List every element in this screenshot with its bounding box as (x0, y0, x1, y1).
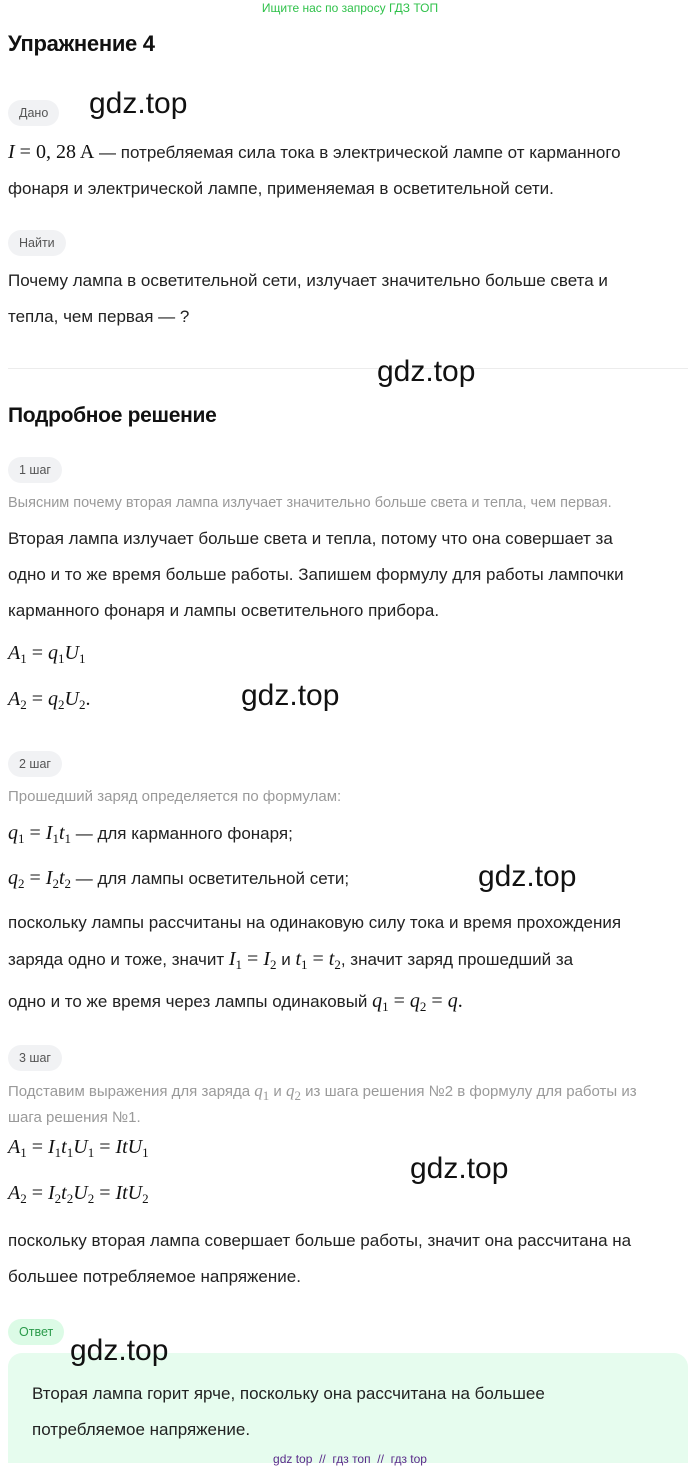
watermark: gdz.top (70, 1334, 169, 1367)
step-2-badge: 2 шаг (8, 751, 62, 777)
watermark: gdz.top (89, 87, 188, 120)
divider (8, 368, 688, 369)
answer-badge: Ответ (8, 1319, 64, 1345)
formula-a1-expanded: $A_1 = I_1t_1U_1 = ItU_1$ (8, 1136, 149, 1160)
step-2-formula-1: $q_1 = I_1t_1$ — для карманного фонаря; (8, 822, 293, 846)
watermark: gdz.top (410, 1152, 509, 1185)
footer-links: gdz top // гдз топ // гдз top (273, 1452, 427, 1466)
watermark: gdz.top (241, 679, 340, 712)
search-banner: Ищите нас по запросу ГДЗ ТОП (261, 1, 439, 15)
answer-text: Вторая лампа горит ярче, поскольку она рассчитана на большее потребляемое напряжение. (32, 1384, 545, 1439)
step-2-text: поскольку лампы рассчитаны на одинаковую силу тока и время прохождения заряда одно и тоже, значит $I_1 = I_2$ и $t_1 = t_2$, значит заряд прошедший за одно и то же время через лампы одинаковый $q_1 = q_2 = q$. (8, 913, 622, 1014)
step-1-badge: 1 шаг (8, 457, 62, 483)
page-title: Упражнение 4 (8, 31, 155, 56)
given-text: I = 0, 28 A — потребляемая сила тока в электрической лампе от карманного фонаря и электрической лампе, применяемая в осветительной сети. (8, 141, 621, 198)
given-badge: Дано (8, 100, 59, 126)
formula-a1: $A_1 = q_1U_1$ (8, 642, 86, 666)
step-1-text: Вторая лампа излучает больше света и тепла, потому что она совершает за одно и то же время больше работы. Запишем формулу для работы лампочки карманного фонаря и лампы осветительного прибора. (8, 529, 624, 620)
step-3-hint: Подставим выражения для заряда $q_1$ и $q_2$ из шага решения №2 в формулу для работы из шага решения №1. (8, 1081, 637, 1126)
given-formula: I = 0, 28 A (8, 141, 95, 163)
watermark: gdz.top (377, 355, 476, 388)
step-2-formula-2: $q_2 = I_2t_2$ — для лампы осветительной сети; (8, 867, 350, 891)
find-badge: Найти (8, 230, 66, 256)
step-3-text: поскольку вторая лампа совершает больше работы, значит она рассчитана на большее потребляемое напряжение. (8, 1231, 632, 1286)
step-3-badge: 3 шаг (8, 1045, 62, 1071)
solution-title: Подробное решение (8, 404, 217, 427)
find-text: Почему лампа в осветительной сети, излучает значительно больше света и тепла, чем первая — ? (8, 271, 608, 326)
formula-a2: $A_2 = q_2U_2$. (8, 688, 91, 712)
formula-a2-expanded: $A_2 = I_2t_2U_2 = ItU_2$ (8, 1182, 149, 1206)
step-1-hint: Выясним почему вторая лампа излучает значительно больше света и тепла, чем первая. (8, 495, 612, 511)
step-2-hint: Прошедший заряд определяется по формулам: (8, 788, 342, 805)
watermark: gdz.top (478, 860, 577, 893)
